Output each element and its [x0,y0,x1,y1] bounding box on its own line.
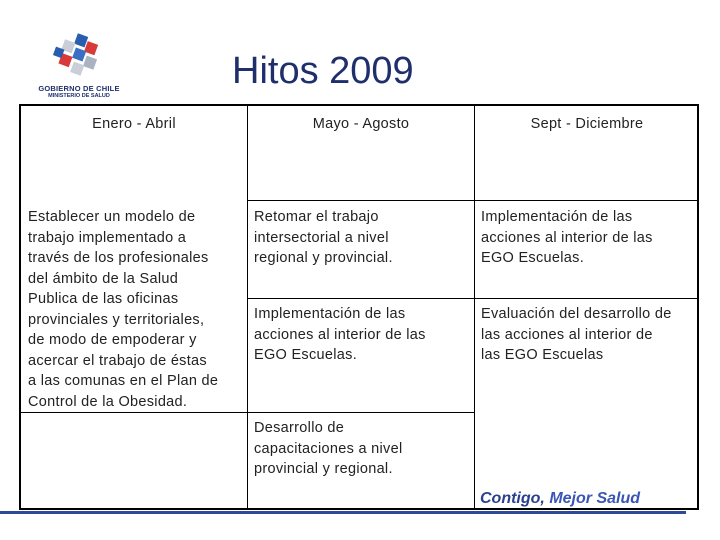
slogan-part1: Contigo, [480,490,545,507]
slogan-part2: Mejor Salud [544,490,640,507]
logo-line1: GOBIERNO DE CHILE [38,84,120,93]
cell-col2-row2: Implementación de las acciones al interior de las EGO Escuelas. [254,306,426,363]
row-divider-col1 [21,412,248,413]
cell-col2-row1: Retomar el trabajo intersectorial a nivel regional y provincial. [254,209,393,266]
col-divider-2 [474,106,475,510]
col-divider-1 [247,106,248,412]
header-divider [247,200,699,201]
cell-col3-row2: Evaluación del desarrollo de las acciones al interior de las EGO Escuelas [481,306,672,363]
footer-bar [0,511,686,514]
header-mayo-agosto: Mayo - Agosto [312,116,410,132]
cell-col3-row1: Implementación de las acciones al interior de las EGO Escuelas. [481,209,653,266]
gobierno-logo [30,30,120,102]
row-divider-1 [247,298,699,299]
slogan [480,490,640,508]
header-sept-diciembre: Sept - Diciembre [530,116,644,132]
cell-col2-row3: Desarrollo de capacitaciones a nivel provincial y regional. [254,420,403,477]
header-enero-abril: Enero - Abril [92,116,176,132]
logo-emblem-icon [50,30,102,82]
col-divider-1-lower [247,412,248,510]
row-divider-2 [247,412,475,413]
page-title: Hitos 2009 [232,50,414,92]
logo-line2: MINISTERIO DE SALUD [48,93,110,99]
cell-col1-row1: Establecer un modelo de trabajo implementado a través de los profesionales del ámbito de la Salud Publica de las oficinas provinciales y territoriales, de modo de empoderar y acercar el trabajo de éstas a las comunas en el Plan de Control de la Obesidad. [28,209,219,410]
milestones-table [19,104,699,510]
